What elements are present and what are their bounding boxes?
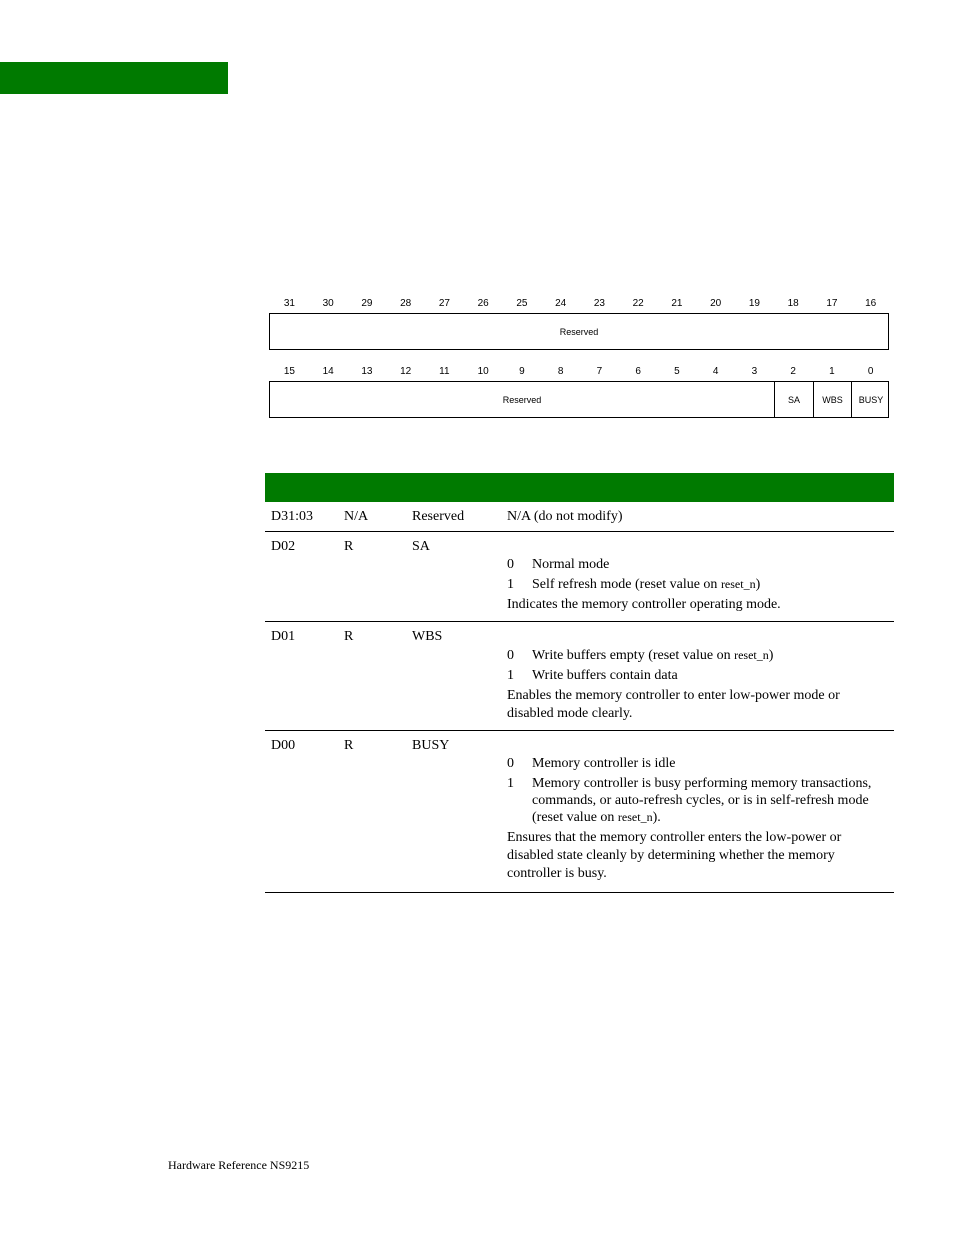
row-bits: D00 [271, 738, 296, 753]
bit-number: 4 [712, 366, 719, 377]
page-footer: Hardware Reference NS9215 [168, 1158, 310, 1172]
register-field-reserved-upper: Reserved [559, 326, 599, 337]
bit-number: 6 [635, 366, 641, 377]
bit-number: 19 [748, 298, 760, 309]
bit-number: 29 [361, 298, 373, 309]
row-mnemonic: Reserved [412, 509, 465, 524]
register-upper-bit-numbers [270, 298, 890, 312]
bit-number: 15 [283, 366, 295, 377]
row-bits: D02 [271, 539, 296, 554]
bit-number: 24 [555, 298, 567, 309]
row-description: N/A (do not modify) [507, 509, 623, 524]
row-description: 0 Write buffers empty (reset value on reset_n) 1 Write buffers contain data Enables the memory controller to enter low-power mode or disabled mode clearly. [507, 647, 887, 723]
bit-number: 16 [865, 298, 877, 309]
bit-number: 30 [322, 298, 334, 309]
row-mnemonic: BUSY [412, 738, 450, 753]
table-header-bar [265, 473, 894, 502]
register-field-wbs: WBS [813, 382, 851, 417]
bit-number: 9 [519, 366, 525, 377]
reset-signal: reset_n [617, 810, 653, 824]
row-bits: D01 [271, 629, 296, 644]
table-row-d00 [265, 731, 894, 893]
register-upper-row [269, 313, 889, 350]
bit-number: 5 [674, 366, 680, 377]
register-lower-bit-numbers [270, 366, 890, 380]
table-row-d01 [265, 622, 894, 731]
value-1: 1 Self refresh mode (reset value on reset_n) [507, 577, 761, 592]
row-bits: D31:03 [271, 509, 313, 524]
register-field-reserved-lower: Reserved [502, 394, 542, 405]
bit-number: 3 [751, 366, 758, 377]
bit-number: 31 [283, 298, 295, 309]
bit-number: 27 [438, 298, 450, 309]
table-row-d02 [265, 532, 894, 622]
value-0: 0 Memory controller is idle [507, 756, 676, 771]
bit-number: 1 [829, 366, 835, 377]
row-description: 0 Memory controller is idle 1 Memory controller is busy performing memory transactions, commands, or auto-refresh cycles, or is in self-refresh mode (reset value on reset_n). Ensures that the memory controller enters the low-power or disabled state cleanly by determining whether the memory controller is busy. [507, 755, 887, 883]
bit-number: 7 [596, 366, 603, 377]
row-mnemonic: WBS [412, 629, 443, 644]
bit-number: 17 [826, 298, 838, 309]
bit-number: 12 [400, 366, 412, 377]
table-row-d31-03 [265, 502, 894, 532]
bit-number: 25 [516, 298, 528, 309]
bit-number: 14 [322, 366, 334, 377]
bit-number: 26 [477, 298, 489, 309]
bit-number: 11 [439, 366, 450, 377]
value-1: 1 Memory controller is busy performing memory transactions, commands, or auto-refresh cycles, or is in self-refresh mode (reset value on reset_n). [507, 776, 872, 825]
register-field-sa: SA [774, 382, 813, 417]
reset-signal: reset_n [720, 577, 756, 591]
bit-number: 21 [671, 298, 683, 309]
row-access: N/A [344, 509, 369, 524]
row-access: R [344, 738, 354, 753]
register-field-busy: BUSY [851, 382, 890, 417]
bit-number: 20 [710, 298, 722, 309]
bit-number: 10 [477, 366, 489, 377]
bit-number: 8 [557, 366, 564, 377]
row-access: R [344, 629, 354, 644]
row-description: 0 Normal mode 1 Self refresh mode (reset value on reset_n) Indicates the memory controller operating mode. [507, 556, 887, 614]
value-0: 0 Normal mode [507, 557, 610, 572]
reset-signal: reset_n [734, 648, 769, 662]
header-color-bar [0, 62, 228, 94]
row-mnemonic: SA [412, 539, 430, 554]
bit-number: 22 [632, 298, 644, 309]
bit-number: 2 [790, 366, 796, 377]
bit-number: 0 [867, 366, 874, 377]
bit-number: 23 [593, 298, 605, 309]
value-1: 1 Write buffers contain data [507, 668, 678, 683]
bit-number: 28 [400, 298, 412, 309]
row-access: R [344, 539, 354, 554]
bit-number: 18 [787, 298, 799, 309]
value-0: 0 Write buffers empty (reset value on reset_n) [507, 648, 774, 663]
bit-number: 13 [361, 366, 373, 377]
register-lower-row [269, 381, 889, 418]
